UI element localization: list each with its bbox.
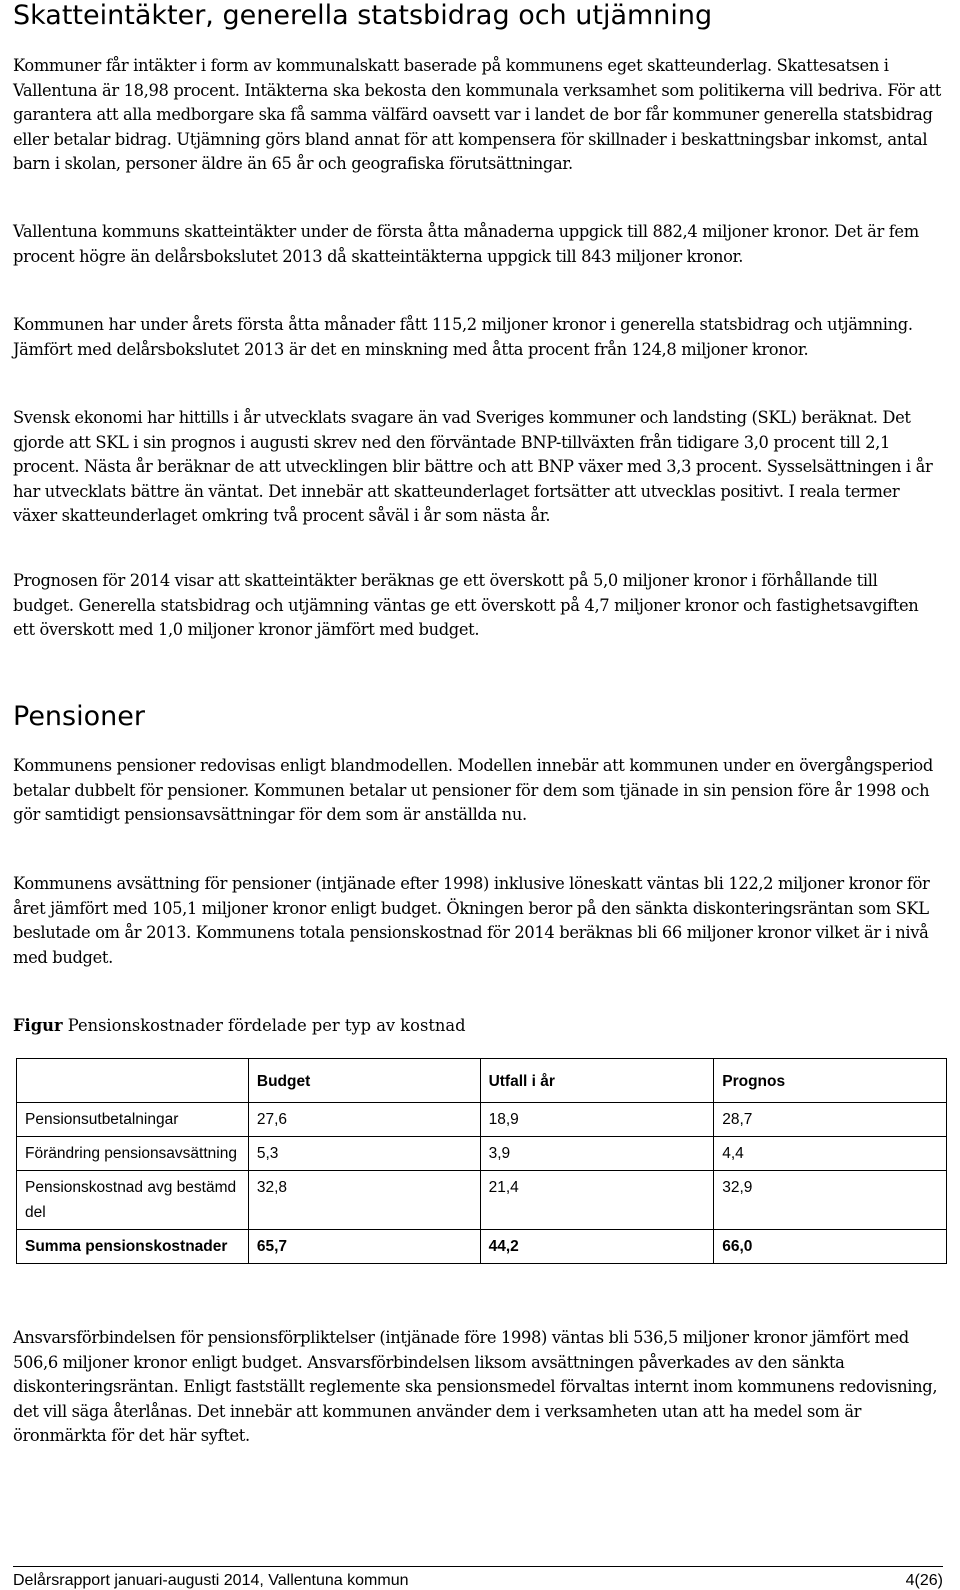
table-cell: 21,4 (480, 1171, 714, 1230)
table-header-cell: Prognos (714, 1059, 947, 1103)
table-cell: 3,9 (480, 1137, 714, 1171)
table-cell: 28,7 (714, 1103, 947, 1137)
table-row (17, 1137, 947, 1171)
paragraph: Kommuner får intäkter i form av kommunalskatt baserade på kommunens eget skatteunderlag. Skattesatsen i Vallentuna är 18,98 procent. Intäkterna ska bekosta den kommunala verksamhet som politikerna vill bedriva. För att garantera att alla medborgare ska få samma välfärd oavsett var i landet de bor får kommuner generella statsbidrag eller betalar bidrag. Utjämning görs bland annat för att kompensera för skillnader i beskattningsbar inkomst, antal barn i skolan, personer äldre än 65 år och geografiska förutsättningar. (13, 56, 941, 173)
table-cell: 27,6 (248, 1103, 480, 1137)
table-cell: 32,9 (714, 1171, 947, 1230)
table-row (17, 1171, 947, 1230)
paragraph: Vallentuna kommuns skatteintäkter under de första åtta månaderna uppgick till 882,4 miljoner kronor. Det är fem procent högre än delårsbokslutet 2013 då skatteintäkterna uppgick till 843 miljoner kronor. (13, 222, 919, 266)
table-cell: 66,0 (714, 1230, 947, 1264)
figure-caption-text: Pensionskostnader fördelade per typ av kostnad (67, 1016, 466, 1035)
table-header-cell: Budget (248, 1059, 480, 1103)
table-cell: Pensionsutbetalningar (17, 1103, 249, 1137)
table-cell: 18,9 (480, 1103, 714, 1137)
table-header-cell: Utfall i år (480, 1059, 714, 1103)
section-heading-skatteintakter: Skatteintäkter, generella statsbidrag och utjämning (13, 0, 713, 31)
table-cell: 32,8 (248, 1171, 480, 1230)
section-heading-pensioner: Pensioner (13, 701, 145, 732)
pension-cost-table (16, 1058, 947, 1264)
paragraph: Svensk ekonomi har hittills i år utvecklats svagare än vad Sveriges kommuner och landsting (SKL) beräknat. Det gjorde att SKL i sin prognos i augusti skrev ned den förväntade BNP-tillväxten från tidigare 3,0 procent till 2,1 procent. Nästa år beräknar de att utvecklingen blir bättre och att BNP växer med 3,3 procent. Sysselsättningen i år har utvecklats bättre än väntat. Det innebär att skatteunderlaget fortsätter att utvecklas positivt. I reala termer växer skatteunderlaget omkring två procent såväl i år som nästa år. (13, 408, 933, 525)
table-header-row (17, 1059, 947, 1103)
footer-divider (13, 1566, 943, 1567)
paragraph: Prognosen för 2014 visar att skatteintäkter beräknas ge ett överskott på 5,0 miljoner kronor i förhållande till budget. Generella statsbidrag och utjämning väntas ge ett överskott på 4,7 miljoner kronor och fastighetsavgiften ett överskott med 1,0 miljoner kronor jämfört med budget. (13, 571, 919, 639)
table-header-cell (17, 1059, 249, 1103)
paragraph: Kommunens avsättning för pensioner (intjänade efter 1998) inklusive löneskatt väntas bli 122,2 miljoner kronor för året jämfört med 105,1 miljoner kronor enligt budget. Ökningen beror på den sänkta diskonteringsräntan som SKL beslutade om år 2013. Kommunens totala pensionskostnad för 2014 beräknas bli 66 miljoner kronor vilket är i nivå med budget. (13, 874, 930, 967)
footer-title: Delårsrapport januari-augusti 2014, Vallentuna kommun (13, 1572, 409, 1589)
table-cell: Summa pensionskostnader (17, 1230, 249, 1264)
table-cell: 44,2 (480, 1230, 714, 1264)
table-cell: Förändring pensionsavsättning (17, 1137, 249, 1171)
table-cell: Pensionskostnad avg bestämd del (17, 1171, 249, 1230)
figure-label: Figur (13, 1016, 63, 1035)
paragraph: Ansvarsförbindelsen för pensionsförpliktelser (intjänade före 1998) väntas bli 536,5 miljoner kronor jämfört med 506,6 miljoner kronor enligt budget. Ansvarsförbindelsen liksom avsättningen påverkades av den sänkta diskonteringsräntan. Enligt fastställt reglemente ska pensionsmedel förvaltas internt inom kommunens redovisning, det vill säga återlånas. Det innebär att kommunen använder dem i verksamheten utan att ha medel som är öronmärkta för det här syftet. (13, 1328, 938, 1445)
table-cell: 65,7 (248, 1230, 480, 1264)
figure-caption (13, 1014, 466, 1038)
table-cell: 5,3 (248, 1137, 480, 1171)
paragraph: Kommunens pensioner redovisas enligt blandmodellen. Modellen innebär att kommunen under en övergångsperiod betalar dubbelt för pensioner. Kommunen betalar ut pensioner för dem som tjänade in sin pension före år 1998 och gör samtidigt pensionsavsättningar för dem som är anställda nu. (13, 756, 933, 824)
paragraph: Kommunen har under årets första åtta månader fått 115,2 miljoner kronor i generella statsbidrag och utjämning. Jämfört med delårsbokslutet 2013 är det en minskning med åtta procent från 124,8 miljoner kronor. (13, 315, 913, 359)
table-cell: 4,4 (714, 1137, 947, 1171)
table-row-total (17, 1230, 947, 1264)
page-number: 4(26) (905, 1572, 943, 1589)
table-row (17, 1103, 947, 1137)
